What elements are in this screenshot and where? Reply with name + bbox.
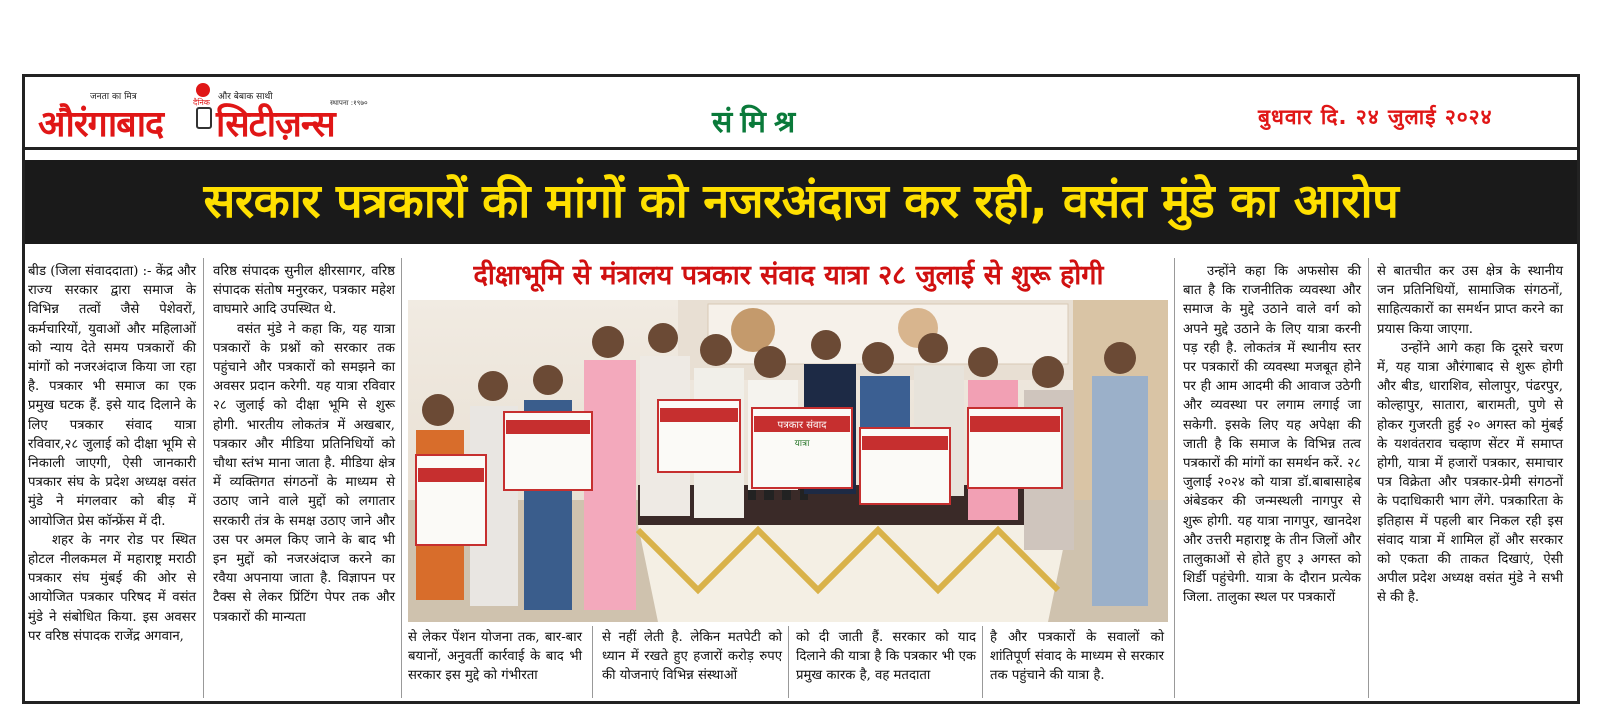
article-column-2 — [213, 262, 395, 627]
column-5-para-1: उन्होंने कहा कि अफसोस की बात है कि राजनीतिक व्यवस्था और समाज के मुद्दे उठाने वाले वर्ग को अपने मुद्दे उठाने के लिए यात्रा करनी पड़ रही है. लोकतंत्र में स्थानीय स्तर पर पत्रकारों की व्यवस्था मजबूत होने पर ही आम आदमी की आवाज उठेगी और व्यवस्था पर लगाम लगाई जा सकेगी. इसके लिए यह अपेक्षा की जाती है कि समाज के विभिन्न तत्व पत्रकारों की मांगों का समर्थन करें. २८ जुलाई २०२४ को यात्रा डॉ.बाबासाहेब अंबेडकर की जन्मस्थली नागपुर से शुरू होगी. यह यात्रा नागपुर, खानदेश और उत्तरी महाराष्ट्र के तीन जिलों और तालुकाओं से होते हुए ३ अगस्त को शिर्डी पहुंचेगी. यात्रा के दौरान प्रत्येक जिला. तालुका स्थल पर पत्रकारों — [1183, 264, 1361, 606]
main-headline: सरकार पत्रकारों की मांगों को नजरअंदाज कर रही, वसंत मुंडे का आरोप — [203, 174, 1399, 229]
column-6-para-1: से बातचीत कर उस क्षेत्र के स्थानीय जन प्रतिनिधियों, सामाजिक संगठनों, साहित्यकारों का समर्थन प्राप्त करने का प्रयास किया जाएगा. — [1377, 264, 1563, 337]
under-photo-column-3: को दी जाती हैं. सरकार को याद दिलाने की यात्रा है कि पत्रकार भी एक प्रमुख कारक है, वह मतदाता — [796, 630, 976, 684]
article-column-1 — [28, 262, 196, 646]
column-divider — [592, 626, 593, 698]
column-2-para-2: वसंत मुंडे ने कहा कि, यह यात्रा पत्रकारों के प्रश्नों को सरकार तक पहुंचाने और पत्रकारों को समझने का अवसर प्रदान करेगी. यह यात्रा रविवार २८ जुलाई को दीक्षा भूमि से शुरू होगी. भारतीय लोकतंत्र में अखबार, पत्रकार और मीडिया प्रतिनिधियों को चौथा स्तंभ माना जाता है. मीडिया क्षेत्र में व्यक्तिगत संगठनों के माध्यम से उठाए जाने वाले मुद्दों को लगातार सरकारी तंत्र के समक्ष उठाए जाने और उस पर अमल किए जाने के बाद भी इन मुद्दों को नजरअंदाज करने का रवैया अपनाया जाता है. विज्ञापन पर टैक्स से लेकर प्रिंटिंग पेपर तक और पत्रकारों की मान्यता — [213, 321, 395, 625]
article-column-6 — [1377, 262, 1563, 608]
column-1-para-2: शहर के नगर रोड पर स्थित होटल नीलकमल में महाराष्ट्र मराठी पत्रकार संघ मुंबई की ओर से आयोजित पत्रकार परिषद में वसंत मुंडे ने संबोधित किया. इस अवसर पर वरिष्ठ संपादक राजेंद्र अगवान, — [28, 532, 196, 644]
section-title: संमिश्र — [712, 105, 804, 140]
column-divider — [1368, 258, 1369, 698]
press-conference-photo — [408, 300, 1168, 622]
photo-illustration — [408, 300, 1168, 622]
column-divider — [982, 626, 983, 698]
column-1-para-1: बीड (जिला संवाददाता) :- केंद्र और राज्य सरकार द्वारा समाज के विभिन्न तत्वों जैसे पेशेवरों, कर्मचारियों, युवाओं और महिलाओं को न्याय देते समय पत्रकारों की मांगों को नजरअंदाज किया जा रहा है. पत्रकार भी समाज का एक प्रमुख घटक हैं. इसे याद दिलाने के लिए पत्रकार संवाद यात्रा रविवार,२८ जुलाई को दीक्षा भूमि से निकाली जाएगी, ऐसी जानकारी पत्रकार संघ के प्रदेश अध्यक्ष वसंत मुंडे ने मंगलवार को बीड़ में आयोजित प्रेस कॉन्फ्रेंस में दी. — [28, 264, 196, 529]
under-photo-column-1: से लेकर पेंशन योजना तक, बार-बार बयानों, अनुवर्ती कार्रवाई के बाद भी सरकार इस मुद्दे को गंभीरता — [408, 630, 582, 684]
poster-subtitle: यात्रा — [794, 439, 810, 449]
column-divider — [788, 626, 789, 698]
column-divider — [401, 258, 402, 698]
tagline-left: जनता का मित्र — [90, 92, 137, 102]
column-divider — [1174, 258, 1175, 698]
tagline-right: और बेबाक साथी — [218, 92, 273, 102]
logo-established: स्थापना :१९७० — [330, 99, 368, 107]
date-line: बुधवार दि. २४ जुलाई २०२४ — [1258, 105, 1493, 129]
logo-aurangabad: औरंगाबाद — [38, 104, 164, 145]
column-2-para-1: वरिष्ठ संपादक सुनील क्षीरसागर, वरिष्ठ संपादक संतोष मनुरकर, पत्रकार महेश वाघमारे आदि उपस्थित थे. — [213, 264, 395, 318]
sub-headline: दीक्षाभूमि से मंत्रालय पत्रकार संवाद यात्रा २८ जुलाई से शुरू होगी — [473, 260, 1104, 291]
under-photo-column-2: से नहीं लेती है. लेकिन मतपेटी को ध्यान में रखते हुए हजारों करोड़ रुपए की योजनाएं विभिन्न संस्थाओं — [602, 630, 782, 684]
column-6-para-2: उन्होंने आगे कहा कि दूसरे चरण में, यह यात्रा औरंगाबाद से शुरू होगी और बीड, धाराशिव, सोलापुर, पंढरपुर, कोल्हापुर, सातारा, बारामती, पुणे से होकर गुजरती हुई २० अगस्त को मुंबई के यशवंतराव चव्हाण सेंटर में समाप्त होगी, यात्रा में हजारों पत्रकार, समाचार पत्र विक्रेता और पत्रकार-प्रेमी संगठनों के पदाधिकारी भाग लेंगे. पत्रकारिता के इतिहास में पहली बार निकल रही इस संवाद यात्रा में शामिल हों और सरकार को एकता की ताकत दिखाएं, ऐसी अपील प्रदेश अध्यक्ष वसंत मुंडे ने सभी से की है. — [1377, 340, 1563, 606]
article-column-5 — [1183, 262, 1361, 608]
poster-title: पत्रकार संवाद — [777, 420, 827, 431]
logo-pen-icon — [196, 107, 212, 129]
logo-citizens: सिटीज़न्स — [216, 104, 335, 145]
logo-emblem-icon — [196, 83, 210, 97]
under-photo-column-4: है और पत्रकारों के सवालों को शांतिपूर्ण संवाद के माध्यम से सरकार तक पहुंचाने की यात्रा है. — [990, 630, 1164, 684]
column-divider — [203, 258, 204, 698]
logo-daily-label: दैनिक — [193, 98, 210, 107]
